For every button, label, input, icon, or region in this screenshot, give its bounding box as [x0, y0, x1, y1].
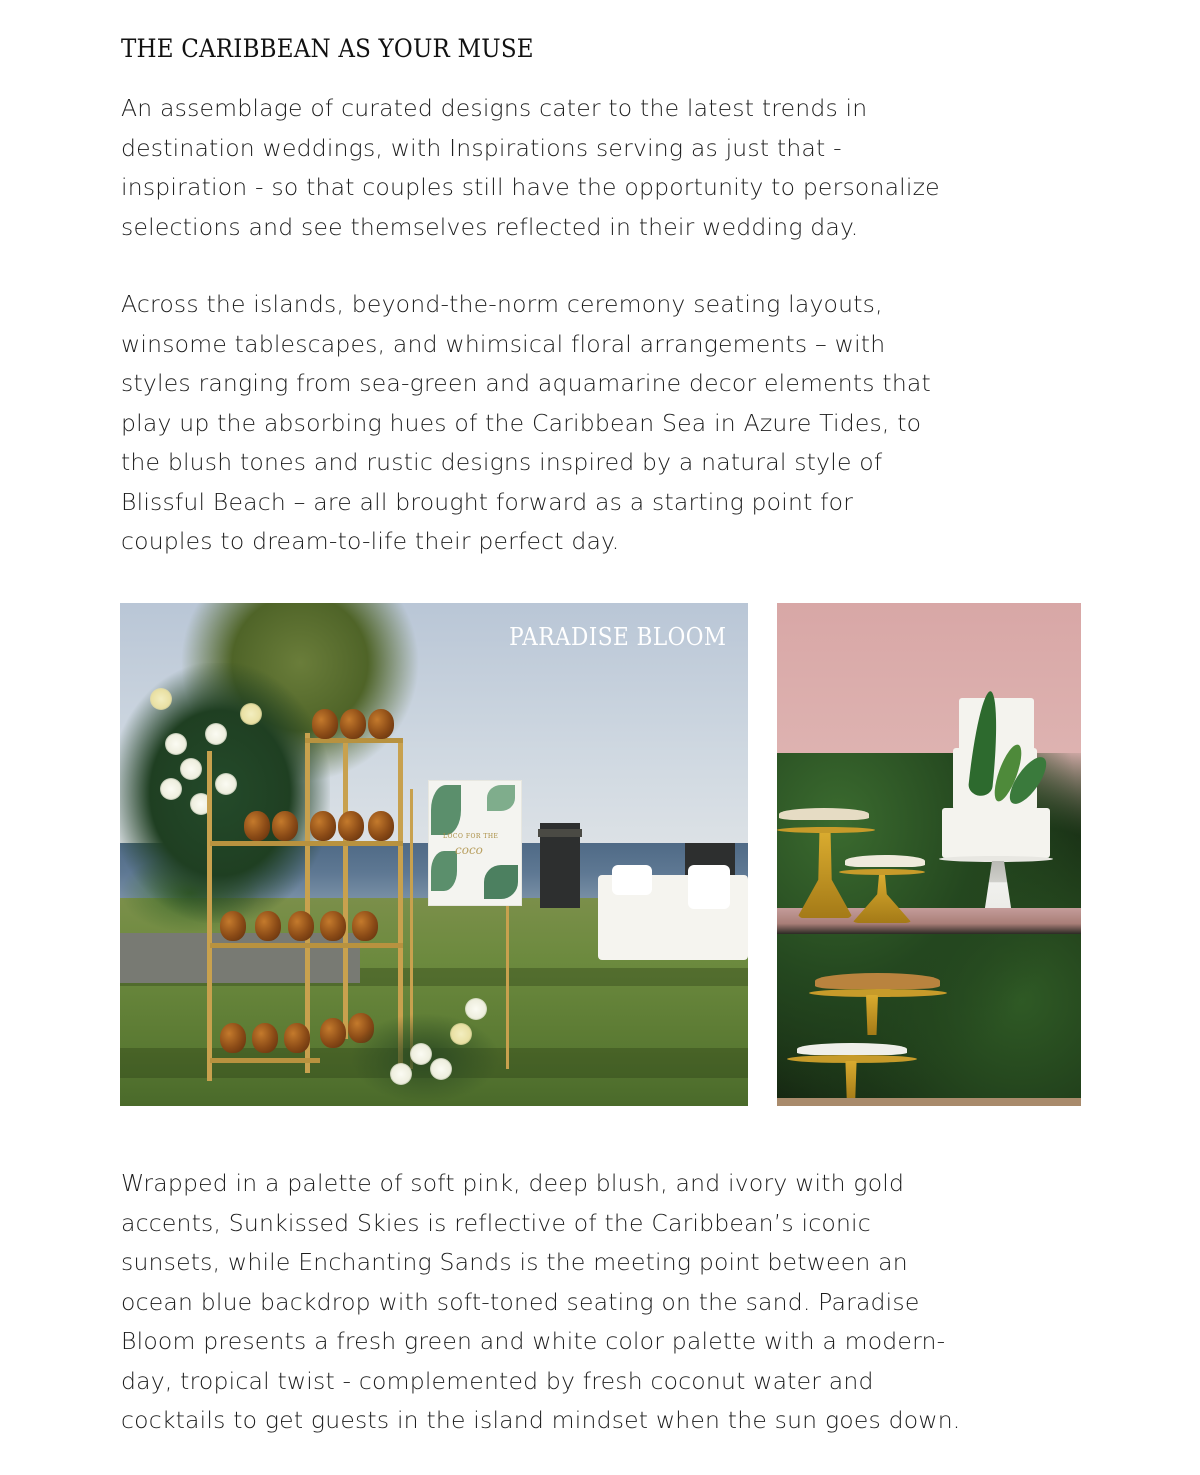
text-line: sunsets, while Enchanting Sands is the meeting point between an — [121, 1248, 908, 1276]
flower — [160, 778, 182, 800]
coconut — [220, 911, 246, 941]
shelf-post — [207, 751, 212, 1081]
nut-clusters — [815, 973, 940, 989]
sign-script: coco — [455, 843, 483, 857]
gold-plate — [809, 989, 947, 997]
cake-tier-top — [959, 698, 1034, 753]
leaf-icon — [484, 865, 518, 899]
shelf-post — [343, 739, 348, 1039]
coconut — [255, 911, 281, 941]
flower — [465, 998, 487, 1020]
meringues — [845, 855, 925, 867]
cushion — [688, 865, 730, 909]
meringues — [797, 1043, 907, 1055]
text-line: Wrapped in a palette of soft pink, deep blush, and ivory with gold — [121, 1169, 905, 1197]
shelf — [210, 1058, 320, 1063]
coconut — [340, 709, 366, 739]
flower — [450, 1023, 472, 1045]
coconut — [310, 811, 336, 841]
leaf-icon — [487, 785, 515, 811]
coconut — [284, 1023, 310, 1053]
coconut — [312, 709, 338, 739]
flower — [205, 723, 227, 745]
stone-wall — [120, 933, 360, 983]
section-heading: THE CARIBBEAN AS YOUR MUSE — [121, 34, 534, 63]
text-line: play up the absorbing hues of the Caribbean Sea in Azure Tides, to — [121, 408, 922, 437]
coconut — [320, 1018, 346, 1048]
paradise-bloom-photo — [120, 603, 748, 1106]
cake-tier-bottom — [942, 808, 1050, 858]
leaf-icon — [431, 785, 461, 835]
text-line: accents, Sunkissed Skies is reflective of the Caribbean’s iconic — [121, 1208, 871, 1237]
text-line: styles ranging from sea-green and aquamarine decor elements that — [121, 369, 931, 397]
gold-plate — [777, 827, 875, 833]
pastries — [779, 808, 869, 820]
shelf-post — [305, 733, 310, 1073]
palette-paragraph — [121, 1164, 1081, 1441]
leaf-icon — [431, 851, 457, 891]
flower — [430, 1058, 452, 1080]
pillar-top — [538, 829, 582, 837]
islands-paragraph — [121, 285, 1081, 562]
text-line: Across the islands, beyond-the-norm ceremony seating layouts, — [121, 290, 883, 318]
shelf — [210, 841, 403, 846]
text-line: Blissful Beach – are all brought forward as a starting point for — [121, 487, 854, 516]
white-sofa — [598, 875, 748, 960]
text-line: destination weddings, with Inspirations serving as just that - — [121, 133, 842, 162]
flower — [215, 773, 237, 795]
coconut — [220, 1023, 246, 1053]
coconut — [272, 811, 298, 841]
coconut — [252, 1023, 278, 1053]
text-line: the blush tones and rustic designs inspired by a natural style of — [121, 448, 883, 476]
text-line: winsome tablescapes, and whimsical floral arrangements – with — [121, 329, 886, 358]
coconut — [368, 709, 394, 739]
photo-edge — [777, 1098, 1081, 1106]
coconut — [320, 911, 346, 941]
text-line: day, tropical twist - complemented by fresh coconut water and — [121, 1366, 874, 1395]
coconut — [352, 911, 378, 941]
sign-text: LOCO FOR THE — [443, 833, 499, 840]
text-line: couples to dream-to-life their perfect day. — [121, 527, 620, 555]
photo-caption: PARADISE BLOOM — [508, 623, 726, 651]
loco-for-coco-sign — [429, 781, 521, 905]
cushion — [612, 865, 652, 895]
coconut — [288, 911, 314, 941]
coconut — [368, 811, 394, 841]
text-line: An assemblage of curated designs cater to the latest trends in — [121, 94, 868, 122]
flower — [390, 1063, 412, 1085]
coconut — [244, 811, 270, 841]
dessert-table-photo — [777, 603, 1081, 1106]
flower — [165, 733, 187, 755]
flower — [180, 758, 202, 780]
flower — [240, 703, 262, 725]
flower — [410, 1043, 432, 1065]
text-line: ocean blue backdrop with soft-toned seating on the sand. Paradise — [121, 1287, 920, 1316]
flower — [150, 688, 172, 710]
intro-paragraph — [121, 89, 1081, 247]
coconut — [338, 811, 364, 841]
shelf — [210, 943, 403, 948]
text-line: Bloom presents a fresh green and white color palette with a modern- — [121, 1327, 946, 1355]
gold-plate — [839, 869, 925, 875]
text-line: cocktails to get guests in the island mindset when the sun goes down. — [121, 1406, 961, 1434]
text-line: inspiration - so that couples still have the opportunity to personalize — [121, 173, 940, 201]
text-line: selections and see themselves reflected in their wedding day. — [121, 212, 859, 241]
